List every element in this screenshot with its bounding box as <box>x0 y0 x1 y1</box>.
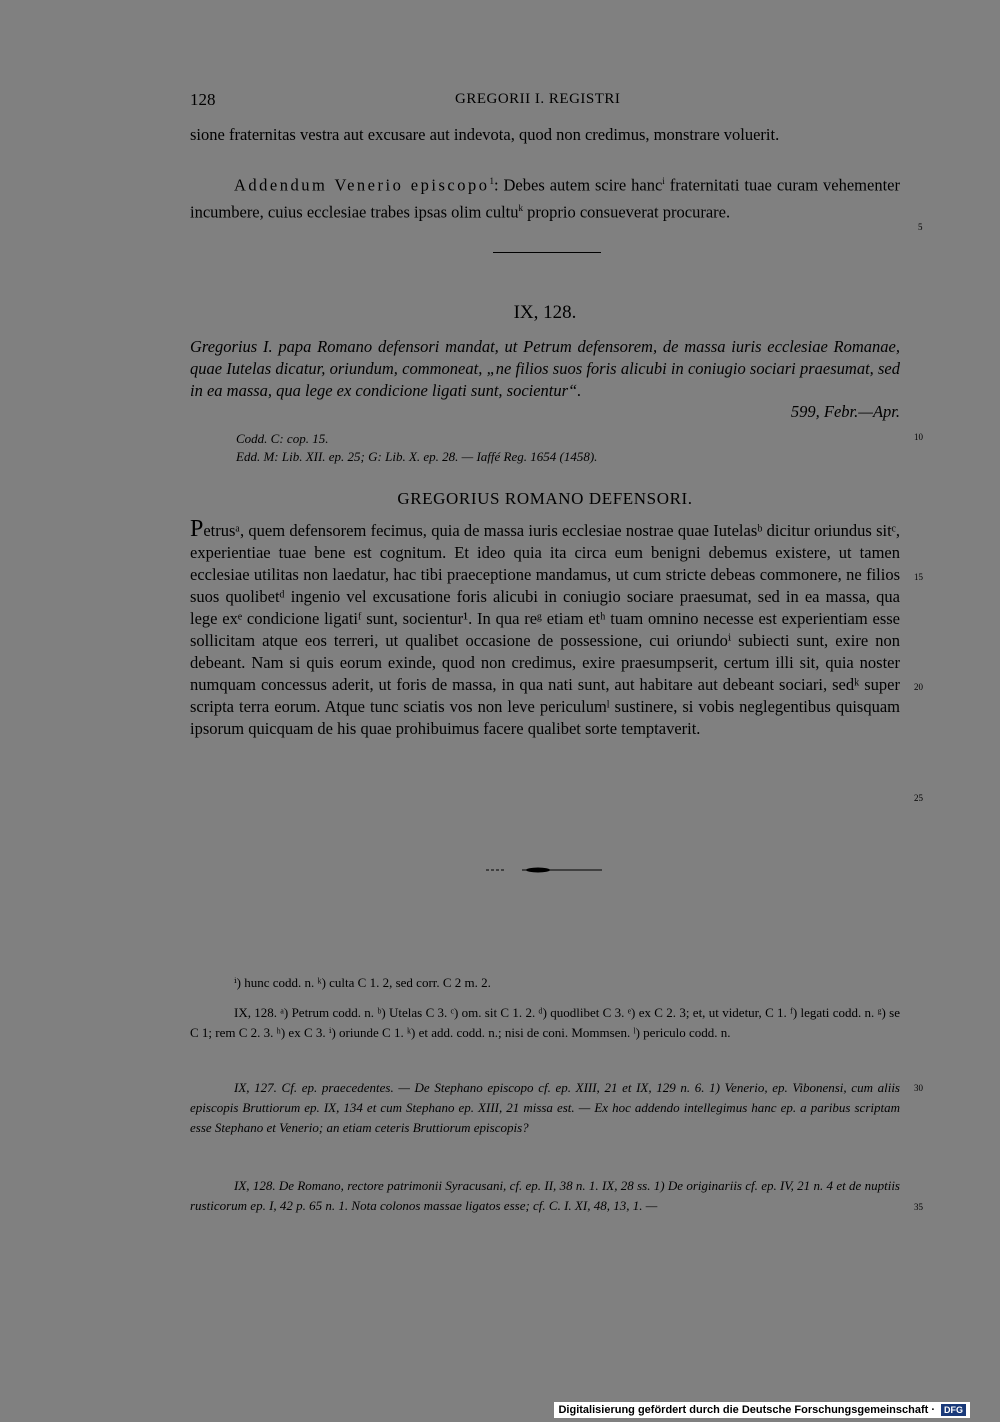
footnote-apparatus-2: IX, 128. ᵃ) Petrum codd. n. ᵇ) Utelas C 3. ᶜ) om. sit C 1. 2. ᵈ) quodlibet C 3. ᵉ) ex C 2. 3; et, ut videtur, C 1. ᶠ) legati codd. n. ᵍ) se C 1; rem C 2. 3. ʰ) ex C 3. ⁱ) oriunde C 1. ᵏ) et add. codd. n.; nisi de coni. Mommsen. ˡ) periculo codd. n. <box>190 1005 900 1040</box>
page-number: 128 <box>190 90 216 109</box>
letter-body <box>190 518 900 740</box>
line-number: 20 <box>914 682 923 692</box>
footnote-marker: i <box>662 176 665 186</box>
editions-line: Edd. M: Lib. XII. ep. 25; G: Lib. X. ep. 28. — Iaffé Reg. 1654 (1458). <box>236 449 598 464</box>
ornament-divider <box>486 862 602 872</box>
footnote-marker: k <box>518 202 524 213</box>
line-number: 30 <box>914 1083 923 1093</box>
footnote-marker: 1 <box>489 176 494 186</box>
footnote-apparatus-1: ⁱ) hunc codd. n. ᵏ) culta C 1. 2, sed corr. C 2 m. 2. <box>234 975 491 990</box>
addendum-text-b: fraternitati tuae curam vehementer incumbere, cuius ecclesiae trabes ipsas olim cultu <box>190 175 900 221</box>
codices-line: Codd. C: cop. 15. <box>236 431 329 446</box>
funding-text: Digitalisierung gefördert durch die Deutsche Forschungsgemeinschaft · <box>558 1404 935 1416</box>
letter-number: IX, 128. <box>513 302 577 323</box>
line-number: 5 <box>918 222 923 232</box>
section-divider <box>493 252 601 253</box>
line-number: 35 <box>914 1202 923 1212</box>
addendum-text-c: proprio consueverat procurare. <box>523 202 731 221</box>
line-number: 10 <box>914 432 923 442</box>
letter-body-text: etrusᵃ, quem defensorem fecimus, quia de massa iuris ecclesiae nostrae quae Iutelasᵇ dicitur oriundus sitᶜ, experientiae tuae bene est cognitum. Et ideo quia ita circa eum benigni debemus existere, ut tamen ecclesiae utilitas non laedatur, hac tibi praeceptione mandamus, ut cum stricte debeas commonere, ne filios suos quolibetᵈ ingenio vel excusatione foris alicubi in coniugio sociare praesumat, sed in ea massa, qua lege exᵉ condicione ligatiᶠ sunt, socientur¹. In qua reᵍ etiam etʰ tuam omnino necesse est experientiam esse sollicitam atque eos terreri, ut qualibet occasione de possessione, cui oriundoⁱ subiecti sunt, exire non debeant. Nam si quis eorum exinde, quod non credimus, exire praesumpserit, certum illi sit, quia noster numquam concessus aderit, ut foris de massa, in qua nati sunt, aut habitare aut debeant sociari, sedᵏ super scripta terra eorum. Atque tunc sciatis vos non leve periculumˡ sustinere, si vobis neglegentibus quisquam ipsorum quicquam de his quae prohibuimus facere qualibet sorte temptaverit. <box>190 521 900 738</box>
dfg-logo: DFG <box>941 1404 966 1416</box>
footnote-commentary-2: IX, 128. De Romano, rectore patrimonii Syracusani, cf. ep. II, 38 n. 1. IX, 28 ss. 1) De originariis cf. ep. IV, 21 n. 4 et de nuptiis rusticorum ep. I, 42 p. 65 n. 1. Nota colonos massae ligatos esse; cf. C. I. XI, 48, 13, 1. — <box>190 1178 900 1213</box>
drop-capital: P <box>190 516 204 542</box>
line-number: 15 <box>914 572 923 582</box>
addendum-paragraph <box>190 170 900 223</box>
addendum-lead: Addendum Venerio episcopo <box>234 175 490 195</box>
letter-date: 599, Febr.—Apr. <box>790 402 900 421</box>
footnote-commentary-1: IX, 127. Cf. ep. praecedentes. — De Stephano episcopo cf. ep. XIII, 21 et IX, 129 n. 6. 1) Venerio, ep. Vibonensi, cum aliis episcopis Bruttiorum ep. IX, 134 et cum Stephano ep. XIII, 21 missa est. — Ex hoc addendo intellegimus hanc ep. a paribus scriptam esse Stephano et Venerio; an etiam ceteris Bruttiorum episcopis? <box>190 1080 900 1135</box>
funding-footer <box>554 1402 970 1418</box>
letter-summary: Gregorius I. papa Romano defensori mandat, ut Petrum defensorem, de massa iuris ecclesiae Romanae, quae Iutelas dicatur, oriundum, commoneat, „ne filios suos foris alicubi in coniugio sociari praesumat, sed in ea massa, qua lege ex condicione ligati sunt, socientur“. <box>190 337 900 400</box>
line-number: 25 <box>914 793 923 803</box>
letter-address: GREGORIUS ROMANO DEFENSORI. <box>397 489 693 508</box>
running-title: GREGORII I. REGISTRI <box>455 91 621 107</box>
continuation-paragraph: sione fraternitas vestra aut excusare aut indevota, quod non credimus, monstrare voluerit. <box>190 125 780 144</box>
addendum-text-a: : Debes autem scire hanc <box>493 175 663 195</box>
